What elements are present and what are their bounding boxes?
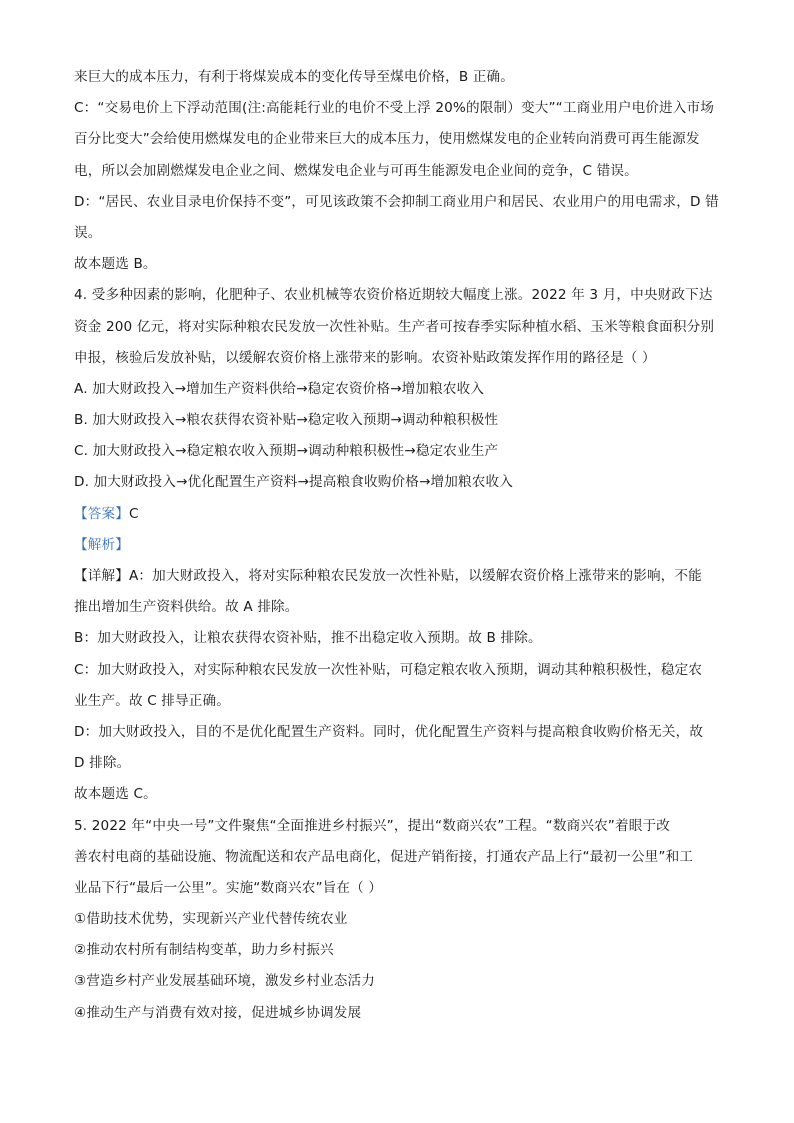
text-line — [74, 62, 724, 93]
text-line — [74, 655, 724, 686]
text-run: C：加大财政投入，对实际种粮农民发放一次性补贴，可稳定粮农收入预期，调动其种粮积极性，稳定农 — [74, 661, 703, 678]
text-line — [74, 156, 724, 187]
text-run: 资金 200 亿元，将对实际种粮农民发放一次性补贴。生产者可按春季实际种植水稻、玉米等粮食面积分别 — [74, 318, 715, 335]
text-run: 4. 受多种因素的影响，化肥种子、农业机械等农资价格近期较大幅度上涨。2022 年 3 月，中央财政下达 — [74, 287, 713, 304]
text-run: 来巨大的成本压力，有利于将煤炭成本的变化传导至煤电价格，B 正确。 — [74, 69, 515, 85]
text-line — [74, 405, 724, 436]
text-run: D：“居民、农业目录电价保持不变”，可见该政策不会抑制工商业用户和居民、农业用户的用电需求，D 错 — [74, 193, 719, 210]
text-run: 推出增加生产资料供给。故 A 排除。 — [74, 599, 299, 616]
document-body — [74, 62, 724, 1029]
text-run: 故本题选 B。 — [74, 256, 157, 273]
text-run: D. 加大财政投入→优化配置生产资料→提高粮食收购价格→增加粮农收入 — [74, 474, 514, 491]
section-label: 【答案】 — [74, 505, 129, 522]
text-line — [74, 343, 724, 374]
text-line — [74, 904, 724, 935]
text-line — [74, 124, 724, 155]
text-run: ②推动农村所有制结构变革，助力乡村振兴 — [74, 942, 334, 959]
text-line — [74, 249, 724, 280]
text-run: D：加大财政投入，目的不是优化配置生产资料。同时，优化配置生产资料与提高粮食收购价格无关，故 — [74, 723, 704, 740]
text-line — [74, 187, 724, 218]
text-line — [74, 873, 724, 904]
text-run: 【详解】A：加大财政投入，将对实际种粮农民发放一次性补贴，以缓解农资价格上涨带来的影响，不能 — [74, 568, 702, 584]
text-run: C. 加大财政投入→稳定粮农收入预期→调动种粮积极性→稳定农业生产 — [74, 443, 499, 460]
text-line — [74, 530, 724, 561]
text-run: 善农村电商的基础设施、物流配送和农产品电商化，促进产销衔接，打通农产品上行“最初一公里”和工 — [74, 848, 694, 865]
text-line — [74, 811, 724, 842]
text-run: 业品下行“最后一公里”。实施“数商兴农”旨在（ ） — [74, 879, 383, 896]
text-run: 5. 2022 年“中央一号”文件聚焦“全面推进乡村振兴”，提出“数商兴农”工程。“数商兴农”着眼于改 — [74, 817, 670, 834]
text-line — [74, 561, 724, 592]
text-line — [74, 748, 724, 779]
text-run: C：“交易电价上下浮动范围(注:高能耗行业的电价不受上浮 20%的限制）变大”“工商业用户电价进入市场 — [74, 100, 715, 117]
text-line — [74, 935, 724, 966]
text-line — [74, 499, 724, 530]
text-run: A. 加大财政投入→增加生产资料供给→稳定农资价格→增加粮农收入 — [74, 380, 485, 397]
text-run: C — [128, 505, 139, 522]
section-label: 【解析】 — [74, 536, 129, 553]
text-line — [74, 374, 724, 405]
text-run: 申报，核验后发放补贴，以缓解农资价格上涨带来的影响。农资补贴政策发挥作用的路径是（ ） — [74, 349, 656, 366]
text-run: 百分比变大”会给使用燃煤发电的企业带来巨大的成本压力，使用燃煤发电的企业转向消费可再生能源发 — [74, 131, 700, 148]
text-run: ③营造乡村产业发展基础环境，激发乡村业态活力 — [74, 973, 375, 990]
text-run: B：加大财政投入，让粮农获得农资补贴，推不出稳定收入预期。故 B 排除。 — [74, 630, 542, 647]
text-line — [74, 717, 724, 748]
text-line — [74, 93, 724, 124]
text-line — [74, 280, 724, 311]
text-run: D 排除。 — [74, 755, 131, 772]
text-line — [74, 998, 724, 1029]
text-run: ①借助技术优势，实现新兴产业代替传统农业 — [74, 911, 348, 928]
text-run: B. 加大财政投入→粮农获得农资补贴→稳定收入预期→调动种粮积极性 — [74, 412, 499, 429]
text-line — [74, 779, 724, 810]
text-run: 误。 — [74, 224, 102, 241]
text-run: ④推动生产与消费有效对接，促进城乡协调发展 — [74, 1004, 362, 1021]
text-run: 业生产。故 C 排导正确。 — [74, 692, 231, 709]
text-line — [74, 436, 724, 467]
text-line — [74, 842, 724, 873]
text-line — [74, 467, 724, 498]
text-line — [74, 592, 724, 623]
text-run: 电，所以会加剧燃煤发电企业之间、燃煤发电企业与可再生能源发电企业间的竞争，C 错误。 — [74, 162, 638, 179]
text-run: 故本题选 C。 — [74, 786, 157, 803]
text-line — [74, 966, 724, 997]
text-line — [74, 623, 724, 654]
text-line — [74, 312, 724, 343]
text-line — [74, 686, 724, 717]
text-line — [74, 218, 724, 249]
